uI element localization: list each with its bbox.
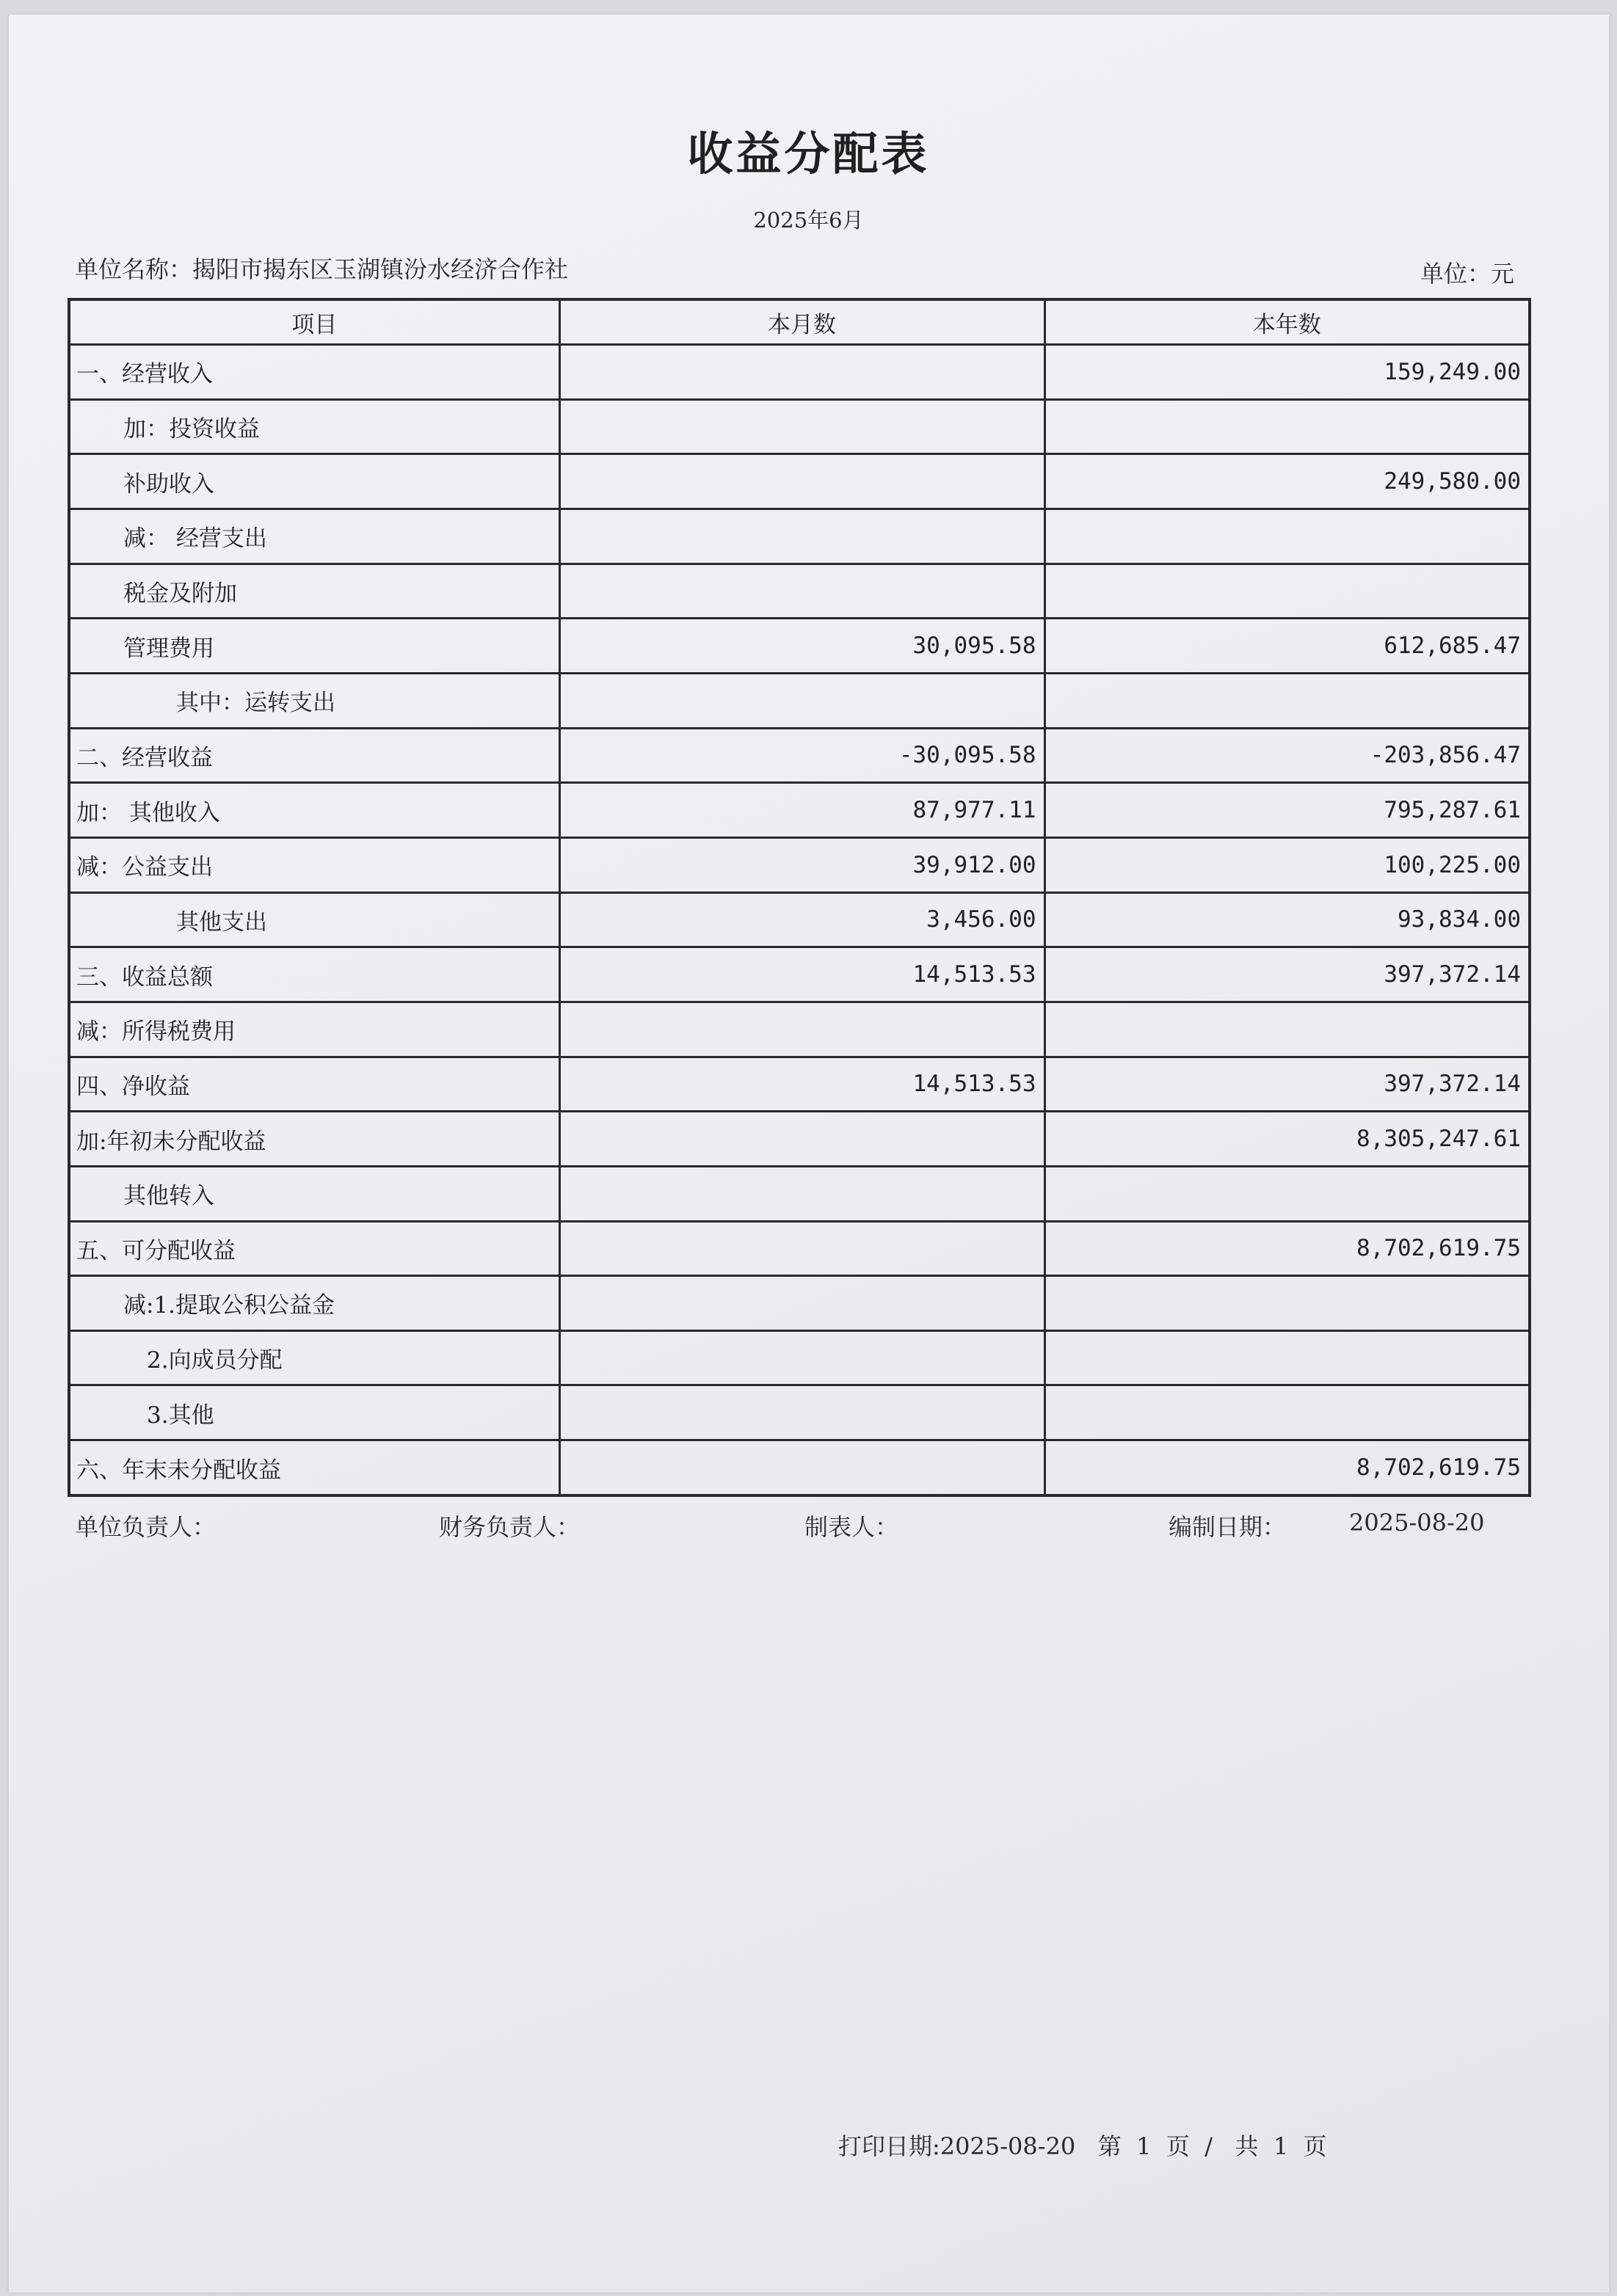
table-row	[69, 509, 1530, 564]
year-value	[1044, 564, 1530, 619]
month-value	[559, 509, 1044, 564]
currency-unit: 单位：元	[1420, 260, 1515, 288]
row-label: 三、收益总额	[69, 947, 559, 1002]
year-value	[1044, 509, 1530, 564]
row-label: 减：公益支出	[69, 837, 559, 892]
table-row	[69, 345, 1530, 400]
row-label: 其他转入	[69, 1166, 559, 1221]
year-value	[1044, 1330, 1530, 1385]
month-value	[559, 1276, 1044, 1331]
month-value: 14,513.53	[559, 1057, 1044, 1112]
month-value: 39,912.00	[559, 837, 1044, 892]
column-header-year: 本年数	[1044, 299, 1530, 345]
month-value	[559, 1166, 1044, 1221]
month-value	[559, 564, 1044, 619]
row-label: 税金及附加	[69, 564, 559, 619]
month-value	[559, 1385, 1044, 1440]
row-label: 加： 其他收入	[69, 783, 559, 838]
table-row	[69, 673, 1530, 728]
row-label: 管理费用	[69, 619, 559, 674]
table-header-row	[69, 299, 1530, 345]
table-row	[69, 1440, 1530, 1495]
column-header-month: 本月数	[559, 299, 1044, 345]
year-value: 612,685.47	[1044, 619, 1530, 674]
year-value	[1044, 1276, 1530, 1331]
table-row	[69, 837, 1530, 892]
year-value: 100,225.00	[1044, 837, 1530, 892]
row-label: 补助收入	[69, 454, 559, 509]
year-value	[1044, 673, 1530, 728]
year-value: 159,249.00	[1044, 345, 1530, 400]
month-value	[559, 1221, 1044, 1276]
month-value: 14,513.53	[559, 947, 1044, 1002]
report-title: 收益分配表	[687, 127, 930, 181]
row-label: 3.其他	[69, 1385, 559, 1440]
table-row	[69, 619, 1530, 674]
year-value	[1044, 1385, 1530, 1440]
preparer-signature: 制表人：	[804, 1513, 899, 1541]
year-value	[1044, 1166, 1530, 1221]
month-value: 3,456.00	[559, 892, 1044, 947]
table-row	[69, 947, 1530, 1002]
unit-head-signature: 单位负责人：	[75, 1513, 217, 1541]
table-row	[69, 728, 1530, 783]
row-label: 加:年初未分配收益	[69, 1112, 559, 1167]
month-value	[559, 399, 1044, 454]
month-value	[559, 673, 1044, 728]
table-row	[69, 1112, 1530, 1167]
table-row	[69, 1057, 1530, 1112]
row-label: 其他支出	[69, 892, 559, 947]
table-row	[69, 1221, 1530, 1276]
table-row	[69, 1385, 1530, 1440]
report-period: 2025年6月	[753, 208, 864, 233]
row-label: 六、年末未分配收益	[69, 1440, 559, 1495]
finance-head-signature: 财务负责人：	[439, 1513, 581, 1541]
table-row	[69, 1330, 1530, 1385]
month-value	[559, 1002, 1044, 1057]
year-value: 8,305,247.61	[1044, 1112, 1530, 1167]
compile-date-value: 2025-08-20	[1349, 1509, 1485, 1537]
year-value	[1044, 399, 1530, 454]
year-value: 8,702,619.75	[1044, 1440, 1530, 1495]
month-value	[559, 1440, 1044, 1495]
year-value: 397,372.14	[1044, 947, 1530, 1002]
month-value	[559, 345, 1044, 400]
row-label: 减:1.提取公积公益金	[69, 1276, 559, 1331]
month-value: 30,095.58	[559, 619, 1044, 674]
month-value: -30,095.58	[559, 728, 1044, 783]
year-value: 93,834.00	[1044, 892, 1530, 947]
table-row	[69, 1276, 1530, 1331]
month-value	[559, 454, 1044, 509]
table-row	[69, 892, 1530, 947]
row-label: 五、可分配收益	[69, 1221, 559, 1276]
year-value: 795,287.61	[1044, 783, 1530, 838]
month-value	[559, 1112, 1044, 1167]
year-value: 249,580.00	[1044, 454, 1530, 509]
row-label: 二、经营收益	[69, 728, 559, 783]
row-label: 其中：运转支出	[69, 673, 559, 728]
year-value	[1044, 1002, 1530, 1057]
row-label: 加：投资收益	[69, 399, 559, 454]
year-value: -203,856.47	[1044, 728, 1530, 783]
table-row	[69, 1166, 1530, 1221]
table-row	[69, 399, 1530, 454]
row-label: 减： 经营支出	[69, 509, 559, 564]
print-info: 打印日期:2025-08-20 第 1 页 / 共 1 页	[838, 2132, 1327, 2160]
table-row	[69, 1002, 1530, 1057]
column-header-item: 项目	[69, 299, 559, 345]
compile-date-label: 编制日期：	[1169, 1513, 1287, 1541]
row-label: 2.向成员分配	[69, 1330, 559, 1385]
row-label: 四、净收益	[69, 1057, 559, 1112]
income-distribution-table	[68, 298, 1531, 1497]
year-value: 397,372.14	[1044, 1057, 1530, 1112]
month-value: 87,977.11	[559, 783, 1044, 838]
table-row	[69, 454, 1530, 509]
row-label: 一、经营收入	[69, 345, 559, 400]
month-value	[559, 1330, 1044, 1385]
table-row	[69, 783, 1530, 838]
table-row	[69, 564, 1530, 619]
row-label: 减：所得税费用	[69, 1002, 559, 1057]
unit-name: 单位名称：揭阳市揭东区玉湖镇汾水经济合作社	[75, 255, 569, 283]
year-value: 8,702,619.75	[1044, 1221, 1530, 1276]
